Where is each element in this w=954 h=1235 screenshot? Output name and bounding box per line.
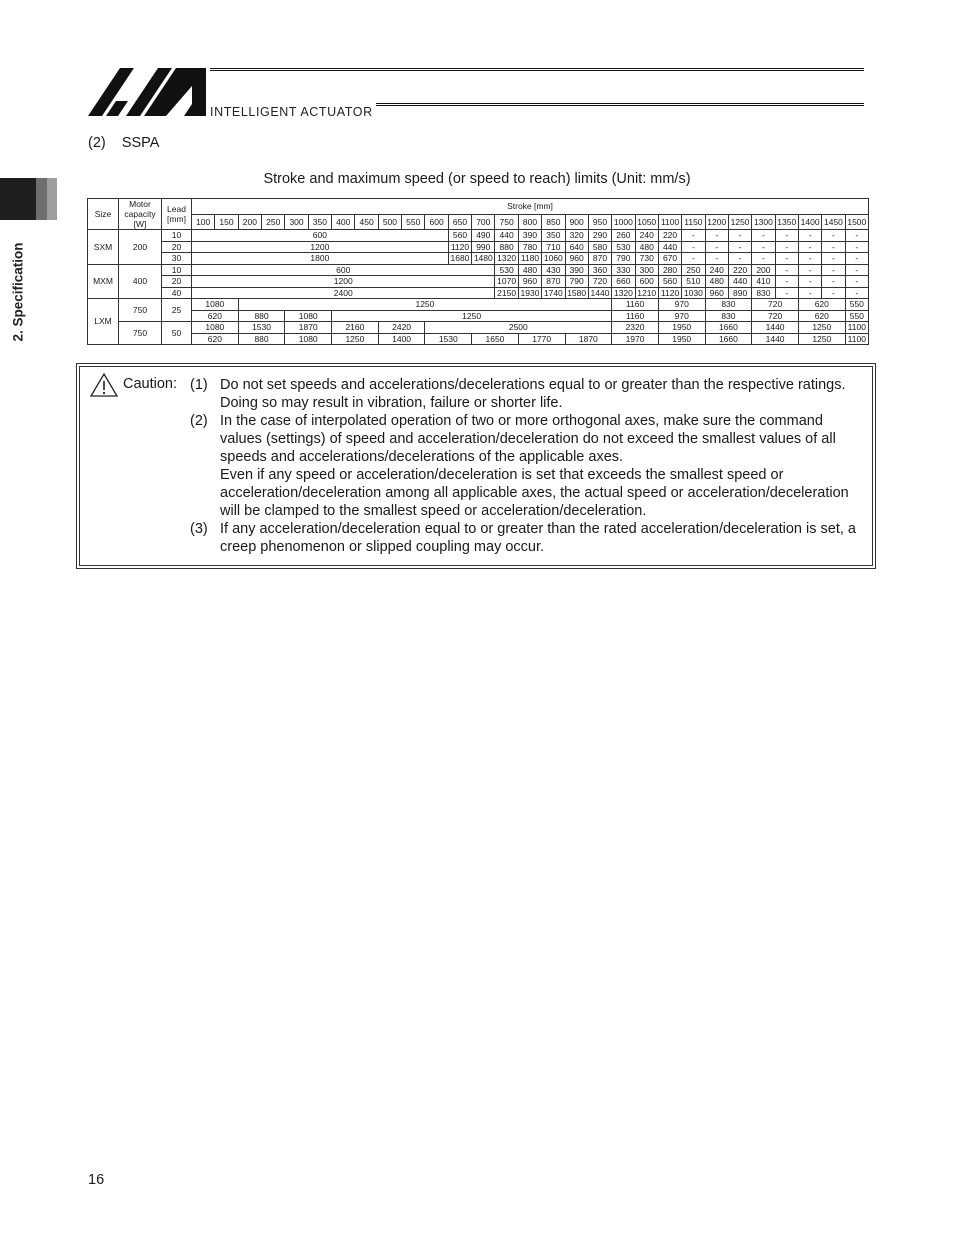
speed-cell: - (775, 276, 798, 288)
speed-cell: 600 (192, 264, 495, 276)
speed-cell: 440 (658, 241, 681, 253)
iai-logo (88, 66, 208, 118)
speed-cell: 660 (612, 276, 635, 288)
speed-cell: 1440 (752, 322, 799, 334)
speed-cell: 560 (658, 276, 681, 288)
stroke-value: 750 (495, 215, 518, 230)
speed-cell: 550 (845, 299, 868, 311)
speed-cell: 440 (728, 276, 751, 288)
header-lead: Lead [mm] (162, 199, 192, 230)
stroke-value: 1200 (705, 215, 728, 230)
speed-cell: 1440 (752, 333, 799, 345)
speed-cell: 440 (495, 230, 518, 242)
speed-cell: 990 (472, 241, 495, 253)
speed-cell: 480 (635, 241, 658, 253)
caution-item-text: In the case of interpolated operation of two or more orthogonal axes, make sure the command values (settings) of speed and acceleration/deceleration do not exceed the smallest values of all speeds and accelerations/decelerations of the applicable axes. (220, 413, 836, 465)
speed-cell: 1740 (542, 287, 565, 299)
size-cell: SXM (88, 230, 119, 265)
stroke-value: 1150 (682, 215, 705, 230)
speed-cell: 2420 (378, 322, 425, 334)
speed-cell: 1030 (682, 287, 705, 299)
speed-cell: - (775, 287, 798, 299)
speed-cell: 1870 (285, 322, 332, 334)
speed-cell: 290 (588, 230, 611, 242)
stroke-value: 1050 (635, 215, 658, 230)
lead-cell: 20 (162, 276, 192, 288)
stroke-value: 500 (378, 215, 401, 230)
table-header-row (88, 199, 869, 215)
speed-cell: 620 (798, 310, 845, 322)
speed-cell: 620 (192, 333, 239, 345)
stroke-value: 1300 (752, 215, 775, 230)
speed-cell: - (798, 287, 821, 299)
speed-cell: 710 (542, 241, 565, 253)
speed-cell: 1400 (378, 333, 425, 345)
lead-cell: 25 (162, 299, 192, 322)
speed-cell: 410 (752, 276, 775, 288)
speed-cell: 970 (658, 310, 705, 322)
table-row (88, 299, 869, 311)
speed-cell: 430 (542, 264, 565, 276)
speed-cell: 200 (752, 264, 775, 276)
speed-cell: 550 (845, 310, 868, 322)
speed-cell: - (752, 230, 775, 242)
speed-cell: - (798, 264, 821, 276)
speed-cell: - (822, 230, 845, 242)
speed-cell: 1250 (798, 333, 845, 345)
speed-cell: - (682, 241, 705, 253)
stroke-value: 1500 (845, 215, 868, 230)
speed-cell: 1800 (192, 253, 449, 265)
speed-cell: 1320 (612, 287, 635, 299)
speed-cell: 1660 (705, 333, 752, 345)
speed-cell: 1080 (285, 333, 332, 345)
speed-cell: - (822, 264, 845, 276)
speed-cell: 970 (658, 299, 705, 311)
speed-cell: 1120 (658, 287, 681, 299)
speed-cell: 1180 (518, 253, 541, 265)
speed-cell: 1160 (612, 299, 659, 311)
speed-cell: 880 (495, 241, 518, 253)
speed-cell: 2400 (192, 287, 495, 299)
caution-item-number: (2) (190, 413, 208, 429)
warning-icon (89, 372, 119, 398)
page-number: 16 (88, 1172, 105, 1188)
stroke-values-row (88, 215, 869, 230)
speed-cell: 1870 (565, 333, 612, 345)
speed-cell: - (682, 230, 705, 242)
speed-cell: 830 (705, 310, 752, 322)
table-title: Stroke and maximum speed (or speed to reach) limits (Unit: mm/s) (263, 171, 691, 187)
stroke-value: 800 (518, 215, 541, 230)
speed-cell: - (775, 241, 798, 253)
speed-cell: 1160 (612, 310, 659, 322)
caution-item-number: (1) (190, 377, 208, 393)
speed-cell: 870 (542, 276, 565, 288)
speed-cell: 1100 (845, 333, 868, 345)
speed-cell: - (845, 241, 868, 253)
speed-cell: - (845, 287, 868, 299)
motor-cell: 400 (119, 264, 162, 299)
speed-cell: 1200 (192, 241, 449, 253)
speed-cell: 490 (472, 230, 495, 242)
speed-cell: - (705, 230, 728, 242)
caution-item-text: If any acceleration/deceleration equal to or greater than the rated acceleration/deceleration is set, a creep phenomenon or slipped coupling may occur. (220, 521, 856, 555)
speed-cell: 1250 (798, 322, 845, 334)
speed-cell: - (775, 230, 798, 242)
speed-cell: 1530 (425, 333, 472, 345)
speed-cell: 1970 (612, 333, 659, 345)
speed-cell: 480 (705, 276, 728, 288)
speed-cell: 880 (238, 333, 285, 345)
stroke-value: 450 (355, 215, 378, 230)
speed-cell: 300 (635, 264, 658, 276)
speed-cell: 600 (635, 276, 658, 288)
stroke-value: 1100 (658, 215, 681, 230)
speed-cell: 1080 (285, 310, 332, 322)
speed-cell: - (705, 253, 728, 265)
speed-cell: 1440 (588, 287, 611, 299)
speed-cell: - (845, 264, 868, 276)
speed-cell: 720 (752, 310, 799, 322)
speed-cell: - (845, 276, 868, 288)
speed-cell: - (682, 253, 705, 265)
stroke-value: 550 (402, 215, 425, 230)
caution-label: Caution: (123, 376, 178, 392)
header-motor-capacity: Motor capacity [W] (119, 199, 162, 230)
speed-cell: 530 (495, 264, 518, 276)
speed-cell: - (752, 253, 775, 265)
speed-cell: 220 (728, 264, 751, 276)
lead-cell: 10 (162, 230, 192, 242)
speed-cell: 260 (612, 230, 635, 242)
caution-item-text: Even if any speed or acceleration/deceleration is set that exceeds the smallest speed or acceleration/deceleration among all applicable axes, the actual speed or acceleration/deceleration will be clamped to the smallest speed or acceleration/deceleration. (220, 467, 849, 519)
speed-cell: 580 (588, 241, 611, 253)
caution-item-number: (3) (190, 521, 208, 537)
speed-cell: - (705, 241, 728, 253)
header-size: Size (88, 199, 119, 230)
speed-cell: 1950 (658, 333, 705, 345)
stroke-value: 1400 (798, 215, 821, 230)
speed-cell: 1080 (192, 322, 239, 334)
table-row (88, 241, 869, 253)
speed-cell: 870 (588, 253, 611, 265)
speed-cell: 360 (588, 264, 611, 276)
stroke-value: 400 (332, 215, 355, 230)
stroke-value: 650 (448, 215, 471, 230)
speed-cell: 730 (635, 253, 658, 265)
speed-cell: - (798, 276, 821, 288)
speed-cell: 1480 (472, 253, 495, 265)
speed-cell: 960 (565, 253, 588, 265)
table-row (88, 287, 869, 299)
speed-cell: 1320 (495, 253, 518, 265)
speed-cell: 330 (612, 264, 635, 276)
speed-cell: 220 (658, 230, 681, 242)
speed-cell: - (798, 241, 821, 253)
motor-cell: 200 (119, 230, 162, 265)
speed-cell: - (822, 253, 845, 265)
stroke-value: 900 (565, 215, 588, 230)
speed-cell: - (822, 287, 845, 299)
speed-cell: 240 (635, 230, 658, 242)
speed-cell: 1770 (518, 333, 565, 345)
speed-cell: 1680 (448, 253, 471, 265)
speed-cell: 390 (518, 230, 541, 242)
speed-cell: 1250 (238, 299, 612, 311)
speed-cell: 960 (705, 287, 728, 299)
speed-cell: 530 (612, 241, 635, 253)
speed-cell: 720 (588, 276, 611, 288)
speed-cell: 1930 (518, 287, 541, 299)
stroke-value: 850 (542, 215, 565, 230)
speed-cell: 1950 (658, 322, 705, 334)
speed-cell: 350 (542, 230, 565, 242)
lead-cell: 50 (162, 322, 192, 345)
table-row (88, 230, 869, 242)
speed-cell: 790 (565, 276, 588, 288)
speed-cell: - (845, 253, 868, 265)
header-rule-top (210, 68, 864, 71)
stroke-value: 100 (192, 215, 215, 230)
speed-cell: 390 (565, 264, 588, 276)
size-cell: LXM (88, 299, 119, 345)
speed-cell: 560 (448, 230, 471, 242)
speed-cell: 880 (238, 310, 285, 322)
table-row (88, 333, 869, 345)
speed-cell: 2500 (425, 322, 612, 334)
stroke-value: 150 (215, 215, 238, 230)
speed-cell: - (798, 230, 821, 242)
section-title: (2) SSPA (88, 135, 160, 151)
lead-cell: 40 (162, 287, 192, 299)
speed-cell: 600 (192, 230, 449, 242)
table-row (88, 264, 869, 276)
speed-cell: 1650 (472, 333, 519, 345)
speed-cell: 670 (658, 253, 681, 265)
speed-cell: 960 (518, 276, 541, 288)
speed-cell: 790 (612, 253, 635, 265)
speed-cell: 1210 (635, 287, 658, 299)
caution-item-text: Do not set speeds and accelerations/decelerations equal to or greater than the respective ratings. Doing so may result in vibration, failure or shorter life. (220, 377, 846, 411)
table-row (88, 322, 869, 334)
speed-cell: 320 (565, 230, 588, 242)
speed-cell: 620 (192, 310, 239, 322)
speed-cell: 1070 (495, 276, 518, 288)
stroke-speed-table (87, 198, 869, 345)
speed-cell: 510 (682, 276, 705, 288)
speed-cell: 2150 (495, 287, 518, 299)
stroke-value: 1000 (612, 215, 635, 230)
header-rule-bottom (376, 103, 864, 106)
speed-cell: - (845, 230, 868, 242)
speed-cell: 830 (752, 287, 775, 299)
speed-cell: 830 (705, 299, 752, 311)
speed-cell: 1250 (332, 310, 612, 322)
speed-cell: - (728, 241, 751, 253)
speed-cell: - (822, 276, 845, 288)
stroke-value: 350 (308, 215, 331, 230)
speed-cell: 1100 (845, 322, 868, 334)
speed-cell: 250 (682, 264, 705, 276)
speed-cell: 1530 (238, 322, 285, 334)
speed-cell: - (775, 253, 798, 265)
speed-cell: 620 (798, 299, 845, 311)
speed-cell: - (728, 230, 751, 242)
speed-cell: 640 (565, 241, 588, 253)
speed-cell: 890 (728, 287, 751, 299)
speed-cell: 1200 (192, 276, 495, 288)
stroke-value: 600 (425, 215, 448, 230)
stroke-value: 1350 (775, 215, 798, 230)
stroke-value: 250 (262, 215, 285, 230)
lead-cell: 10 (162, 264, 192, 276)
speed-cell: 1060 (542, 253, 565, 265)
stroke-value: 700 (472, 215, 495, 230)
table-row (88, 276, 869, 288)
speed-cell: 280 (658, 264, 681, 276)
lead-cell: 20 (162, 241, 192, 253)
header-stroke: Stroke [mm] (192, 199, 869, 215)
motor-cell: 750 (119, 322, 162, 345)
lead-cell: 30 (162, 253, 192, 265)
stroke-value: 200 (238, 215, 261, 230)
speed-cell: - (728, 253, 751, 265)
stroke-value: 300 (285, 215, 308, 230)
stroke-value: 950 (588, 215, 611, 230)
speed-cell: 1080 (192, 299, 239, 311)
motor-cell: 750 (119, 299, 162, 322)
chapter-label: 2. Specification (10, 242, 26, 342)
speed-cell: - (822, 241, 845, 253)
speed-cell: 2320 (612, 322, 659, 334)
speed-cell: 2160 (332, 322, 379, 334)
speed-cell: 480 (518, 264, 541, 276)
speed-cell: 1250 (332, 333, 379, 345)
speed-cell: 240 (705, 264, 728, 276)
brand-name: INTELLIGENT ACTUATOR (210, 105, 373, 119)
speed-cell: 780 (518, 241, 541, 253)
size-cell: MXM (88, 264, 119, 299)
speed-cell: 1120 (448, 241, 471, 253)
speed-cell: - (775, 264, 798, 276)
speed-cell: - (798, 253, 821, 265)
speed-cell: - (752, 241, 775, 253)
table-row (88, 310, 869, 322)
speed-cell: 720 (752, 299, 799, 311)
speed-cell: 1660 (705, 322, 752, 334)
table-row (88, 253, 869, 265)
stroke-value: 1450 (822, 215, 845, 230)
stroke-value: 1250 (728, 215, 751, 230)
speed-cell: 1580 (565, 287, 588, 299)
